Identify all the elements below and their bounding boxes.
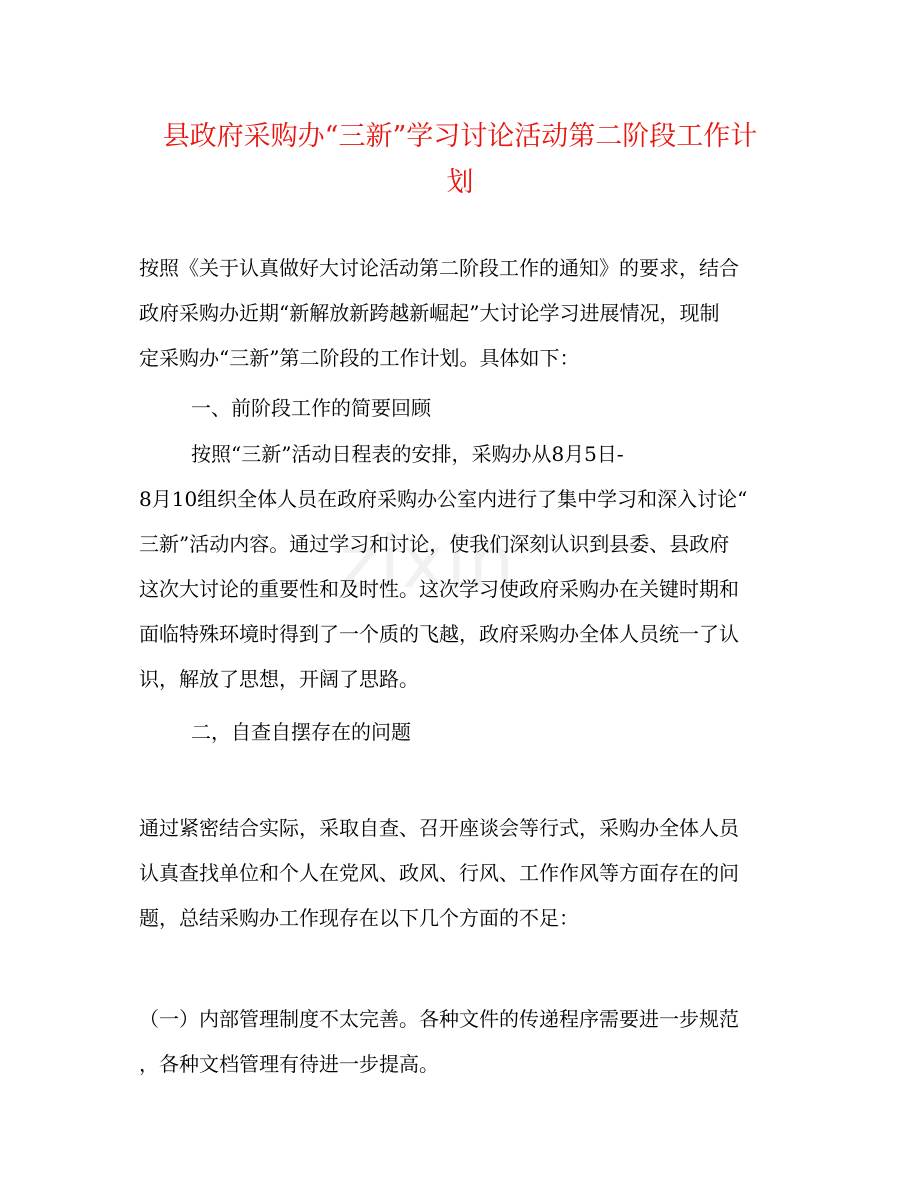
section1-line: 三新”活动内容。通过学习和讨论，使我们深刻认识到县委、县政府 bbox=[139, 532, 730, 556]
section2-heading-block bbox=[139, 710, 781, 755]
section1-line: 面临特殊环境时得到了一个质的飞越，政府采购办全体人员统一了认 bbox=[139, 622, 739, 646]
section2-paragraph bbox=[139, 806, 781, 941]
section2-heading: 二，自查自摆存在的问题 bbox=[191, 720, 411, 744]
section1-line: 按照“三新”活动日程表的安排，采购办从8月5日- bbox=[191, 442, 624, 466]
section1-heading-block bbox=[139, 386, 781, 431]
item1-line: ，各种文档管理有待进一步提高。 bbox=[139, 1052, 439, 1076]
section1-line: 这次大讨论的重要性和及时性。这次学习使政府采购办在关键时期和 bbox=[139, 577, 739, 601]
title-line-1: 县政府采购办“三新”学习讨论活动第二阶段工作计 bbox=[162, 121, 758, 152]
watermark: zixin bbox=[340, 520, 517, 604]
intro-line: 定采购办“三新”第二阶段的工作计划。具体如下： bbox=[139, 346, 580, 370]
item1-line: （一）内部管理制度不太完善。各种文件的传递程序需要进一步规范 bbox=[139, 1007, 739, 1031]
intro-line: 政府采购办近期“新解放新跨越新崛起”大讨论学习进展情况，现制 bbox=[139, 301, 720, 325]
intro-paragraph bbox=[139, 246, 781, 381]
section2-line: 认真查找单位和个人在党风、政风、行风、工作作风等方面存在的问 bbox=[139, 861, 739, 885]
item1-paragraph bbox=[139, 997, 781, 1087]
section1-line: 识，解放了思想，开阔了思路。 bbox=[139, 667, 419, 691]
section1-line: 8月10组织全体人员在政府采购办公室内进行了集中学习和深入讨论“ bbox=[139, 487, 748, 511]
section2-line: 通过紧密结合实际，采取自查、召开座谈会等行式，采购办全体人员 bbox=[139, 816, 739, 840]
title-line-2: 划 bbox=[446, 167, 474, 198]
document-title bbox=[130, 114, 790, 206]
section1-heading: 一、前阶段工作的简要回顾 bbox=[191, 396, 431, 420]
section2-line: 题，总结采购办工作现存在以下几个方面的不足： bbox=[139, 906, 579, 930]
intro-line: 按照《关于认真做好大讨论活动第二阶段工作的通知》的要求，结合 bbox=[139, 256, 739, 280]
section1-paragraph bbox=[139, 432, 781, 702]
